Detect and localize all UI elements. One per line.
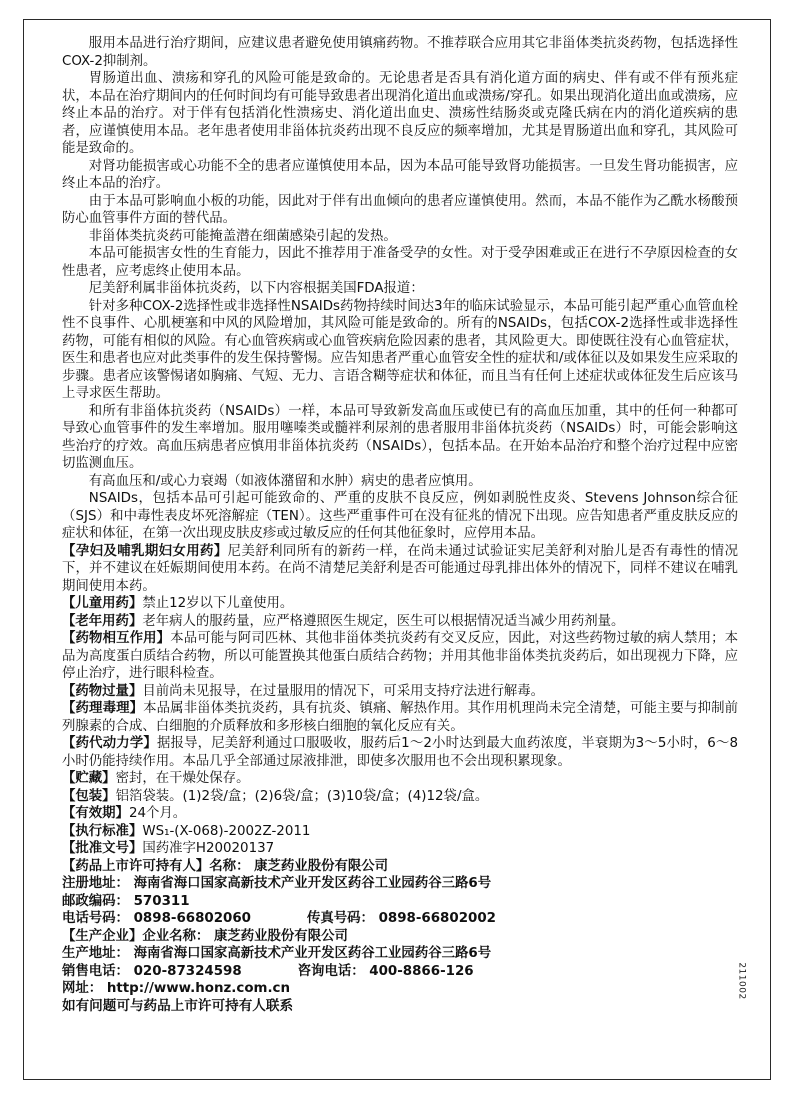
footer-note: 如有问题可与药品上市许可持有人联系 xyxy=(62,997,294,1014)
paragraph xyxy=(62,910,738,928)
paragraph-text: 和所有非甾体抗炎药（NSAIDs）一样，本品可导致新发高血压或使已有的高血压加重，其中的任何一种都可导致心血管事件的发生率增加。服用噻嗪类或髓袢利尿剂的患者服用非甾体抗炎药（NSAIDs）时，可能会影响这些治疗的疗效。高血压病患者应慎用非甾体抗炎药（NSAIDs），包括本品。在开始本品治疗和整个治疗过程中应密切监测血压。 xyxy=(62,403,738,471)
paragraph-text: 针对多种COX-2选择性或非选择性NSAIDs药物持续时间达3年的临床试验显示，本品可能引起严重心血管血栓性不良事件、心肌梗塞和中风的风险增加，其风险可能是致命的。所有的NSAIDs，包括COX-2选择性或非选择性药物，可能有相似的风险。有心血管疾病或心血管疾病危险因素的患者，其风险更大。即使既往没有心血管症状，医生和患者也应对此类事件的发生保持警惕。应告知患者严重心血管安全性的症状和/或体征以及如果发生应采取的步骤。患者应该警惕诸如胸痛、气短、无力、言语含糊等症状和体征，而且当有任何上述症状或体征发生后应该马上寻求医生帮助。 xyxy=(62,298,738,401)
contact-item: 传真号码： 0898-66802002 xyxy=(306,911,496,926)
section-paragraph xyxy=(62,805,738,823)
paragraph xyxy=(62,193,738,228)
paragraph-text: 本品属非甾体类抗炎药，具有抗炎、镇痛、解热作用。其作用机理尚未完全清楚，可能主要与抑制前列腺素的合成、白细胞的介质释放和多形核白细胞的氧化反应有关。 xyxy=(62,701,739,734)
paragraph-text: 铝箔袋装。(1)2袋/盒；(2)6袋/盒；(3)10袋/盒；(4)12袋/盒。 xyxy=(115,788,489,804)
paragraph xyxy=(62,70,738,158)
paragraph-text: NSAIDs，包括本品可引起可能致命的、严重的皮肤不良反应，例如剥脱性皮炎、Stevens Johnson综合征（SJS）和中毒性表皮坏死溶解症（TEN）。这些严重事件可在没有征兆的情况下出现。应告知患者严重皮肤反应的症状和体征，在第一次出现皮肤皮疹或过敏反应的任何其他征象时，应停用本品。 xyxy=(62,491,738,541)
paragraph-text: 生产地址： 海南省海口国家高新技术产业开发区药谷工业园药谷三路6号 xyxy=(62,946,492,961)
paragraph xyxy=(62,473,738,491)
paragraph-text: 胃肠道出血、溃疡和穿孔的风险可能是致命的。无论患者是否具有消化道方面的病史、伴有或不伴有预兆症状，本品在治疗期间内的任何时间均有可能导致患者出现消化道出血或溃疡/穿孔。如果出现消化道出血或溃疡，应终止本品的治疗。对于伴有包括消化性溃疡史、消化道出血史、溃疡性结肠炎或克隆氏病在内的消化道疾病的患者，应谨慎使用本品。老年患者使用非甾体抗炎药出现不良反应的频率增加，尤其是胃肠道出血和穿孔，其风险可能是致命的。 xyxy=(62,71,738,156)
section-label: 【药理毒理】 xyxy=(62,701,144,716)
section-paragraph xyxy=(62,595,738,613)
section-label: 【老年用药】 xyxy=(62,613,143,629)
paragraph-text: 有高血压和/或心力衰竭（如液体潴留和水肿）病史的患者应慎用。 xyxy=(88,473,482,489)
section-label: 【药物相互作用】 xyxy=(62,631,171,646)
paragraph-text: 本品可能与阿司匹林、其他非甾体类抗炎药有交叉反应，因此，对这些药物过敏的病人禁用；本品为高度蛋白质结合药物，所以可能置换其他蛋白质结合药物；并用其他非甾体类抗炎药后，如出现视力下降，应停止治疗，进行眼科检查。 xyxy=(62,631,739,681)
section-paragraph xyxy=(62,735,738,770)
contact-item: 咨询电话： 400-8866-126 xyxy=(297,963,474,979)
paragraph-text: 邮政编码： 570311 xyxy=(62,893,190,909)
paragraph-text: 尼美舒利同所有的新药一样，在尚未通过试验证实尼美舒利对胎儿是否有毒性的情况下，并不建议在妊娠期间使用本药。在尚不清楚尼美舒利是否可能通过母乳排出体外的情况下，同样不建议在哺乳期间使用本药。 xyxy=(62,543,739,594)
section-label: 【批准文号】 xyxy=(62,841,143,856)
paragraph-text: 非甾体类抗炎药可能掩盖潜在细菌感染引起的发热。 xyxy=(88,228,397,244)
paragraph xyxy=(62,963,738,981)
paragraph xyxy=(62,945,738,963)
section-paragraph xyxy=(62,543,738,596)
paragraph-text: WS₁-(X-068)-2002Z-2011 xyxy=(142,823,311,839)
paragraph xyxy=(62,280,738,298)
paragraph-text: 禁止12岁以下儿童使用。 xyxy=(142,596,294,611)
section-paragraph xyxy=(62,630,738,683)
paragraph xyxy=(62,245,738,280)
document-body xyxy=(62,35,738,1015)
section-paragraph xyxy=(62,840,738,858)
section-label: 【贮藏】 xyxy=(62,771,116,786)
section-label: 【包装】 xyxy=(62,788,116,804)
section-label: 【药物过量】 xyxy=(62,683,143,699)
paragraph-text: 对肾功能损害或心功能不全的患者应谨慎使用本品，因为本品可能导致肾功能损害。一旦发生肾功能损害，应终止本品的治疗。 xyxy=(62,158,738,191)
section-label: 【孕妇及哺乳期妇女用药】 xyxy=(62,543,228,559)
paragraph xyxy=(62,403,738,473)
section-label: 【有效期】 xyxy=(62,806,129,821)
paragraph-text: 服用本品进行治疗期间，应建议患者避免使用镇痛药物。不推荐联合应用其它非甾体类抗炎药物，包括选择性COX-2抑制剂。 xyxy=(62,36,738,69)
section-label: 【生产企业】 xyxy=(62,928,143,944)
paragraph-text: 24个月。 xyxy=(128,806,187,821)
section-paragraph xyxy=(62,858,738,876)
paragraph xyxy=(62,875,738,893)
paragraph xyxy=(62,980,738,998)
paragraph-text: 老年病人的服药量，应严格遵照医生规定，医生可以根据情况适当减少用药剂量。 xyxy=(142,613,625,629)
paragraph-text: 尼美舒利属非甾体抗炎药，以下内容根据美国FDA报道： xyxy=(88,281,424,296)
section-label: 【药品上市许可持有人】 xyxy=(62,858,210,874)
section-label: 【执行标准】 xyxy=(62,823,143,839)
section-paragraph xyxy=(62,928,738,946)
section-paragraph xyxy=(62,823,738,841)
paragraph xyxy=(62,228,738,246)
paragraph-text: 由于本品可影响血小板的功能，因此对于伴有出血倾向的患者应谨慎使用。然而，本品不能作为乙酰水杨酸预防心血管事件方面的替代品。 xyxy=(62,193,738,226)
paragraph-text: 据报导，尼美舒利通过口服吸收，服药后1～2小时达到最大血药浓度，半衰期为3～5小时，6～8小时仍能持续作用。本品几乎全部通过尿液排泄，即使多次服用也不会出现积累现象。 xyxy=(62,736,739,769)
section-paragraph xyxy=(62,613,738,631)
paragraph-text: 企业名称： 康芝药业股份有限公司 xyxy=(142,928,348,944)
section-paragraph xyxy=(62,770,738,788)
section-paragraph xyxy=(62,683,738,701)
section-paragraph xyxy=(62,700,738,735)
paragraph-text: 名称： 康芝药业股份有限公司 xyxy=(209,858,389,874)
section-label: 【儿童用药】 xyxy=(62,596,143,611)
paragraph xyxy=(62,158,738,193)
paragraph xyxy=(62,298,738,403)
paragraph-text: 网址： http://www.honz.com.cn xyxy=(62,981,291,996)
paragraph-text: 注册地址： 海南省海口国家高新技术产业开发区药谷工业园药谷三路6号 xyxy=(62,876,492,891)
paragraph-text: 目前尚未见报导，在过量服用的情况下，可采用支持疗法进行解毒。 xyxy=(142,683,545,699)
paragraph xyxy=(62,490,738,543)
contact-item: 销售电话： 020-87324598 xyxy=(62,963,242,979)
paragraph-text: 国药准字H20020137 xyxy=(142,841,275,856)
section-label: 【药代动力学】 xyxy=(62,736,157,751)
page-border xyxy=(23,19,771,1080)
paragraph-text: 本品可能损害女性的生育能力，因此不推荐用于准备受孕的女性。对于受孕困难或正在进行不孕原因检查的女性患者，应考虑终止使用本品。 xyxy=(62,246,738,279)
paragraph xyxy=(62,35,738,70)
side-code: 211002 xyxy=(736,962,747,1000)
contact-item: 电话号码： 0898-66802060 xyxy=(62,911,251,926)
section-paragraph xyxy=(62,788,738,806)
paragraph xyxy=(62,893,738,911)
paragraph-text: 密封，在干燥处保存。 xyxy=(115,771,250,786)
